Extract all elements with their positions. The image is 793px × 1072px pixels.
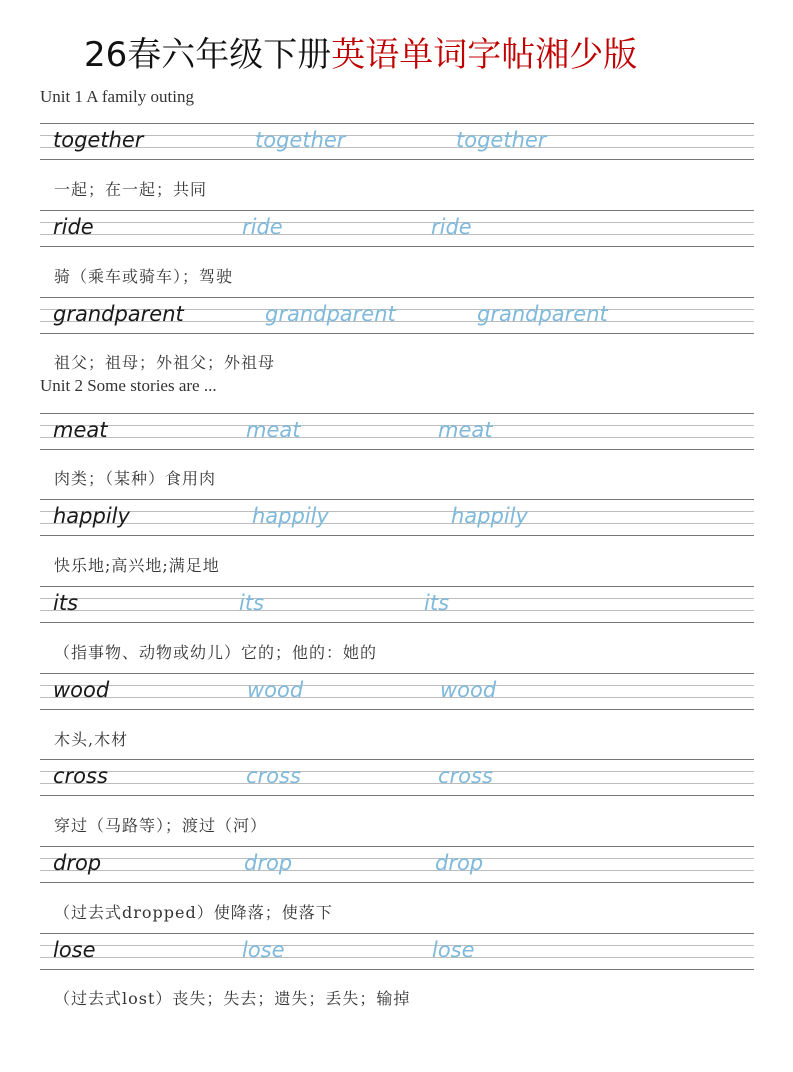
word-practice-row bbox=[40, 123, 754, 161]
trace-word: grandparent bbox=[477, 302, 608, 326]
word-meaning: （过去式dropped）使降落；使落下 bbox=[54, 903, 333, 922]
word-meaning: （指事物、动物或幼儿）它的；他的：她的 bbox=[54, 643, 378, 662]
trace-word: happily bbox=[451, 504, 528, 528]
trace-word: together bbox=[456, 128, 547, 152]
word-meaning: 木头,木材 bbox=[54, 730, 129, 749]
word-meaning: 肉类；（某种）食用肉 bbox=[54, 469, 217, 488]
vocab-word: grandparent bbox=[53, 302, 184, 326]
trace-word: ride bbox=[242, 215, 283, 239]
trace-word: lose bbox=[242, 938, 285, 962]
word-meaning: 快乐地;高兴地;满足地 bbox=[54, 556, 220, 575]
word-practice-row bbox=[40, 673, 754, 711]
word-practice-row bbox=[40, 413, 754, 451]
vocab-word: together bbox=[53, 128, 144, 152]
title-highlight: 英语单词字帖湘少版 bbox=[331, 35, 638, 75]
unit-heading: Unit 1 A family outing bbox=[40, 87, 194, 106]
vocab-word: cross bbox=[53, 764, 108, 788]
trace-word: meat bbox=[246, 418, 301, 442]
title-main: 26春六年级下册 bbox=[84, 35, 332, 75]
word-practice-row bbox=[40, 933, 754, 971]
word-practice-row bbox=[40, 210, 754, 248]
trace-word: its bbox=[424, 591, 450, 615]
word-practice-row bbox=[40, 297, 754, 335]
trace-word: together bbox=[255, 128, 346, 152]
word-meaning: 祖父；祖母；外祖父；外祖母 bbox=[54, 353, 276, 372]
word-practice-row bbox=[40, 759, 754, 797]
trace-word: wood bbox=[440, 678, 497, 702]
word-practice-row bbox=[40, 499, 754, 537]
word-meaning: 一起；在一起；共同 bbox=[54, 180, 208, 199]
vocab-word: happily bbox=[53, 504, 130, 528]
trace-word: grandparent bbox=[265, 302, 396, 326]
trace-word: ride bbox=[431, 215, 472, 239]
trace-word: lose bbox=[432, 938, 475, 962]
word-meaning: 穿过（马路等）；渡过（河） bbox=[54, 816, 268, 835]
trace-word: cross bbox=[438, 764, 493, 788]
unit-heading: Unit 2 Some stories are ... bbox=[40, 376, 217, 395]
vocab-word: lose bbox=[53, 938, 96, 962]
word-meaning: 骑（乘车或骑车）；驾驶 bbox=[54, 267, 234, 286]
trace-word: drop bbox=[435, 851, 484, 875]
trace-word: drop bbox=[244, 851, 293, 875]
vocab-word: wood bbox=[53, 678, 110, 702]
word-practice-row bbox=[40, 586, 754, 624]
word-meaning: （过去式lost）丧失；失去；遗失；丢失；输掉 bbox=[54, 989, 411, 1008]
trace-word: meat bbox=[438, 418, 493, 442]
page-title bbox=[84, 30, 637, 80]
vocab-word: meat bbox=[53, 418, 108, 442]
trace-word: its bbox=[239, 591, 265, 615]
word-practice-row bbox=[40, 846, 754, 884]
vocab-word: drop bbox=[53, 851, 102, 875]
trace-word: cross bbox=[246, 764, 301, 788]
trace-word: happily bbox=[252, 504, 329, 528]
vocab-word: its bbox=[53, 591, 79, 615]
vocab-word: ride bbox=[53, 215, 94, 239]
trace-word: wood bbox=[247, 678, 304, 702]
